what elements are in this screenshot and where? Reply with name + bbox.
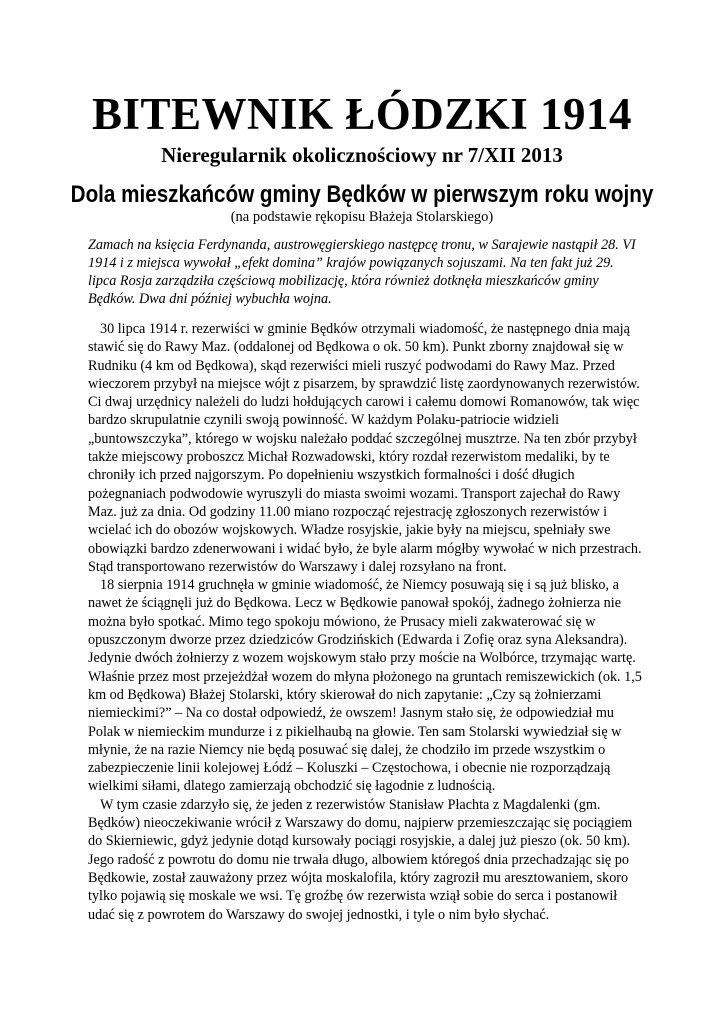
issue-subtitle: Nieregularnik okolicznościowy nr 7/XII 2013 [161, 143, 563, 167]
body-paragraph-1: 30 lipca 1914 r. rezerwiści w gminie Będków otrzymali wiadomość, że następnego dnia mają stawić się do Rawy Maz. (oddalonej od Będkowa o ok. 50 km). Punkt zborny znajdował się w Rudniku (4 km od Będkowa), skąd rezerwiści mieli ruszyć podwodami do Rawy Maz. Przed wieczorem przybył na miejsce wójt z pisarzem, by sprawdzić listę zaordynowanych rezerwistów. Ci dwaj urzędnicy należeli do ludzi hołdujących carowi i całemu domowi Romanowów, tak więc bardzo skrupulatnie czynili swoją powinność. W każdym Polaku-patriocie widzieli „buntowszczyka”, którego w wojsku należało poddać szczególnej musztrze. Na ten zbór przybył także miejscowy proboszcz Michał Rozwadowski, który rozdał rezerwistom medaliki, by te chroniły ich przed najgorszym. Po dopełnieniu wszystkich formalności i dość długich pożegnaniach podwodowie wyruszyli do miasta swoimi wozami. Transport zajechał do Rawy Maz. już za dnia. Od godziny 11.00 miano rozpocząć rejestrację zgłoszonych rezerwistów i wcielać ich do obozów wojskowych. Władze rosyjskie, jakie były na miejscu, spełniały swe obowiązki bardzo zdenerwowani i widać było, że byle alarm mógłby wywołać w nich przestrach. Stąd transportowano rezerwistów do Warszawy i dalej rozsyłano na front. [88, 321, 642, 575]
page-title: BITEWNIK ŁÓDZKI 1914 [91, 89, 633, 139]
body-paragraph-3: W tym czasie zdarzyło się, że jeden z rezerwistów Stanisław Płachta z Magdalenki (gm. Będków) nieoczekiwanie wrócił z Warszawy do domu, najpierw przemieszczając się pociągiem do Skierniewic, gdyż jedynie dotąd kursowały pociągi rosyjskie, a dalej już pieszo (ok. 50 km). Jego radość z powrotu do domu nie trwała długo, albowiem któregoś dnia przechadzając się po Będkowie, został zauważony przez wójta moskalofila, który zagroził mu aresztowaniem, skoro tylko pojawią się moskale we wsi. Tę groźbę ów rezerwista wziął sobie do serca i postanowił udać się z powrotem do Warszawy do swojej jednostki, i tyle o nim było słychać. [88, 796, 633, 923]
article-title: Dola mieszkańców gminy Będków w pierwszym roku wojny [70, 181, 654, 208]
article-body [88, 320, 644, 924]
lead-paragraph: Zamach na księcia Ferdynanda, austrowęgierskiego następcę tronu, w Sarajewie nastąpił 28. VI 1914 i z miejsca wywołał „efekt domina” krajów powiązanych sojuszami. Na ten fakt już 29. lipca Rosja zarządziła częściową mobilizację, która również dotknęła mieszkańców gminy Będków. Dwa dni później wybuchła wojna. [88, 237, 636, 307]
body-paragraph-2: 18 sierpnia 1914 gruchnęła w gminie wiadomość, że Niemcy posuwają się i są już blisko, a nawet że ściągnęli już do Będkowa. Lecz w Będkowie panował spokój, żadnego żołnierza nie można było spotkać. Mimo tego spokoju mówiono, że Prusacy mieli zakwaterować się w opuszczonym dworze przez dziedziców Grodzińskich (Edwarda i Zofię oraz syna Aleksandra). Jedynie dwóch żołnierzy z wozem wojskowym stało przy moście na Wolbórce, trzymając wartę. Właśnie przez most przejeżdżał wozem do młyna płożonego na gruntach remiszewickich (ok. 1,5 km od Będkowa) Błażej Stolarski, który skierował do nich zapytanie: „Czy są żołnierzami niemieckimi?” – Na co dostał odpowiedź, że owszem! Jasnym stało się, że odpowiedział mu Polak w niemieckim mundurze i z pikielhaubą na głowie. Ten sam Stolarski wywiedział się w młynie, że na razie Niemcy nie będą posuwać się dalej, że chodziło im przede wszystkim o zabezpieczenie linii kolejowej Łódź – Koluszki – Częstochowa, i obecnie nie rozporządzają wielkimi siłami, dlatego zamierzają obchodzić się łagodnie z ludnością. [88, 577, 642, 795]
source-note: (na podstawie rękopisu Błażeja Stolarskiego) [230, 209, 494, 225]
